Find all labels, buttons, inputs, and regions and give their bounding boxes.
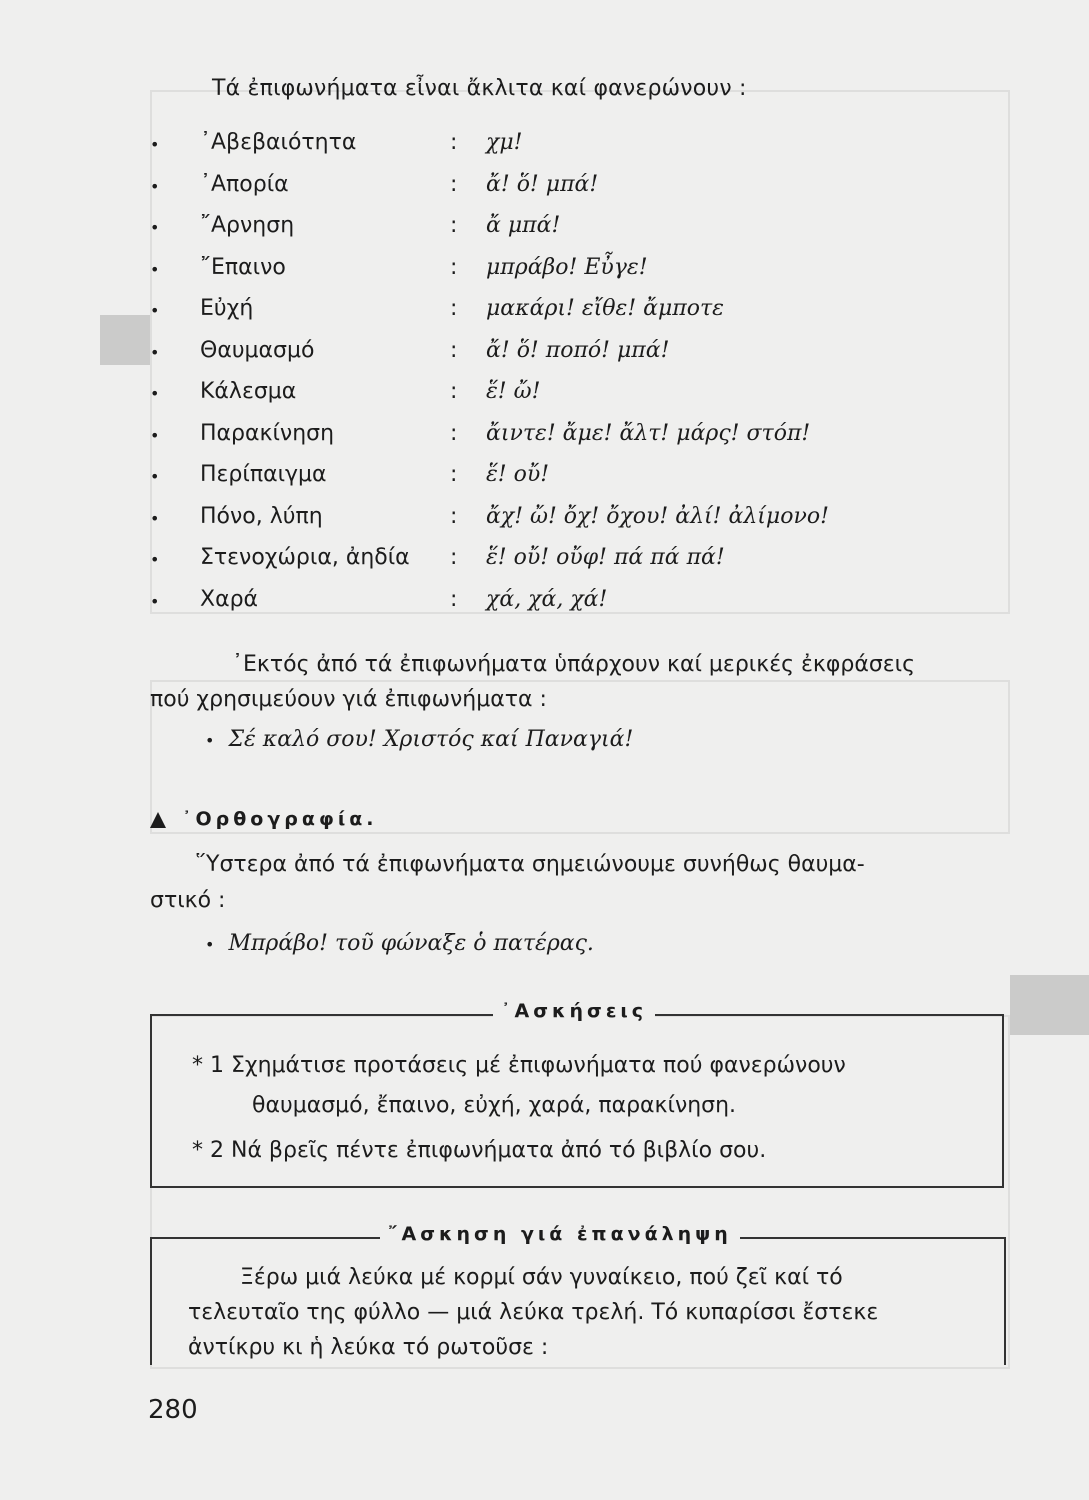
orthography-line-1: ῞Υστερα ἀπό τά ἐπιφωνήματα σημειώνουμε συνήθως θαυμα-	[195, 852, 865, 877]
colon: :	[450, 379, 458, 404]
interjection-example: μακάρι! εἴθε! ἄμποτε	[486, 296, 724, 321]
bullet: •	[150, 301, 160, 320]
exercise-1-line-2: θαυμασμό, ἔπαινο, εὐχή, χαρά, παρακίνηση.	[252, 1093, 737, 1118]
colon: :	[450, 503, 458, 529]
meaning-label: Εὐχή	[200, 296, 254, 321]
colon: :	[450, 171, 458, 197]
interjection-example: ἕ! οὔ!	[486, 462, 550, 487]
expressions-line-1: ᾿Εκτός ἀπό τά ἐπιφωνήματα ὑπάρχουν καί μερικές ἐκφράσεις	[232, 652, 916, 677]
list-item	[150, 168, 1030, 210]
review-title: ῎Ασκηση γιά ἐπανάληψη	[380, 1223, 740, 1245]
bullet: •	[150, 425, 160, 445]
bullet: •	[150, 135, 160, 154]
colon: :	[450, 545, 458, 570]
meaning-label: ῎Επαινο	[200, 254, 286, 280]
expressions-example: Σέ καλό σου! Χριστός καί Παναγιά!	[228, 727, 634, 752]
meaning-label: Θαυμασμό	[200, 337, 315, 363]
meaning-label: Κάλεσμα	[200, 379, 297, 404]
expressions-example-row	[205, 720, 633, 761]
bullet: •	[150, 176, 160, 196]
expressions-line-2: πού χρησιμεύουν γιά ἐπιφωνήματα :	[150, 687, 547, 712]
bullet: •	[150, 508, 160, 528]
exercise-2: * 2 Νά βρεῖς πέντε ἐπιφωνήματα ἀπό τό βιβλίο σου.	[192, 1138, 767, 1163]
review-line-2: τελευταῖο της φύλλο — μιά λεύκα τρελή. Τό κυπαρίσσι ἔστεκε	[188, 1300, 879, 1325]
meaning-label: Παρακίνηση	[200, 420, 335, 446]
list-item	[150, 126, 1030, 168]
review-line-3: ἀντίκρυ κι ἡ λεύκα τό ρωτοῦσε :	[188, 1335, 549, 1360]
list-item	[150, 375, 1030, 417]
interjection-example: ἄ! ὅ! ποπό! μπά!	[486, 337, 670, 363]
colon: :	[450, 420, 458, 446]
review-line-1: Ξέρω μιά λεύκα μέ κορμί σάν γυναίκειο, πού ζεῖ καί τό	[240, 1265, 843, 1290]
meaning-label: Πόνο, λύπη	[200, 503, 323, 529]
bullet: •	[150, 218, 160, 237]
section-marker-icon	[150, 812, 166, 828]
interjection-example: ἄιντε! ἄμε! ἄλτ! μάρς! στόπ!	[486, 420, 811, 446]
colon: :	[450, 462, 458, 487]
meaning-label: Περίπαιγμα	[200, 462, 327, 487]
bullet: •	[150, 467, 160, 486]
list-item	[150, 334, 1030, 376]
bleed-tab-right	[1010, 975, 1089, 1035]
bullet: •	[150, 259, 160, 279]
colon: :	[450, 254, 458, 280]
colon: :	[450, 337, 458, 363]
interjection-example: χμ!	[486, 130, 523, 155]
interjection-example: ἕ! οὔ! οὔφ! πά πά πά!	[486, 545, 725, 570]
orthography-line-2: στικό :	[150, 888, 226, 913]
exercise-1-line-1: * 1 Σχημάτισε προτάσεις μέ ἐπιφωνήματα πού φανερώνουν	[192, 1053, 846, 1078]
meaning-label: ᾿Απορία	[200, 171, 289, 197]
bullet: •	[205, 731, 215, 750]
meaning-label: Χαρά	[200, 586, 259, 612]
intro-text: Τά ἐπιφωνήματα εἶναι ἄκλιτα καί φανερώνουν :	[212, 76, 747, 101]
bullet: •	[150, 342, 160, 362]
bullet: •	[150, 550, 160, 569]
list-item	[150, 500, 1030, 542]
list-item	[150, 458, 1030, 500]
list-item	[150, 292, 1030, 334]
meaning-label: ῎Αρνηση	[200, 213, 295, 238]
colon: :	[450, 586, 458, 612]
interjection-example: ἄ! ὅ! μπά!	[486, 171, 599, 197]
interjection-example: ἕ! ὤ!	[486, 379, 541, 404]
list-item	[150, 417, 1030, 459]
orthography-example: Μπράβο! τοῦ φώναξε ὁ πατέρας.	[228, 931, 594, 956]
colon: :	[450, 213, 458, 238]
orthography-example-row	[205, 924, 594, 965]
interjection-list	[150, 126, 1030, 624]
bullet: •	[150, 591, 160, 611]
list-item	[150, 251, 1030, 293]
list-item	[150, 583, 1030, 625]
colon: :	[450, 130, 458, 155]
interjection-example: χά, χά, χά!	[486, 586, 608, 612]
page-number: 280	[148, 1395, 198, 1425]
orthography-heading: ᾿Ορθογραφία.	[182, 808, 378, 830]
exercises-title: ᾿Ασκήσεις	[493, 1000, 655, 1022]
interjection-example: ἄχ! ὤ! ὄχ! ὄχου! ἀλί! ἀλίμονο!	[486, 503, 829, 529]
meaning-label: Στενοχώρια, ἀηδία	[200, 545, 410, 570]
interjection-example: ἄ μπά!	[486, 213, 561, 238]
bleed-tab-left	[100, 315, 150, 365]
bullet: •	[205, 935, 215, 954]
list-item	[150, 209, 1030, 251]
colon: :	[450, 296, 458, 321]
list-item	[150, 541, 1030, 583]
meaning-label: ᾿Αβεβαιότητα	[200, 130, 357, 155]
bullet: •	[150, 384, 160, 403]
interjection-example: μπράβο! Εὖγε!	[486, 254, 648, 280]
